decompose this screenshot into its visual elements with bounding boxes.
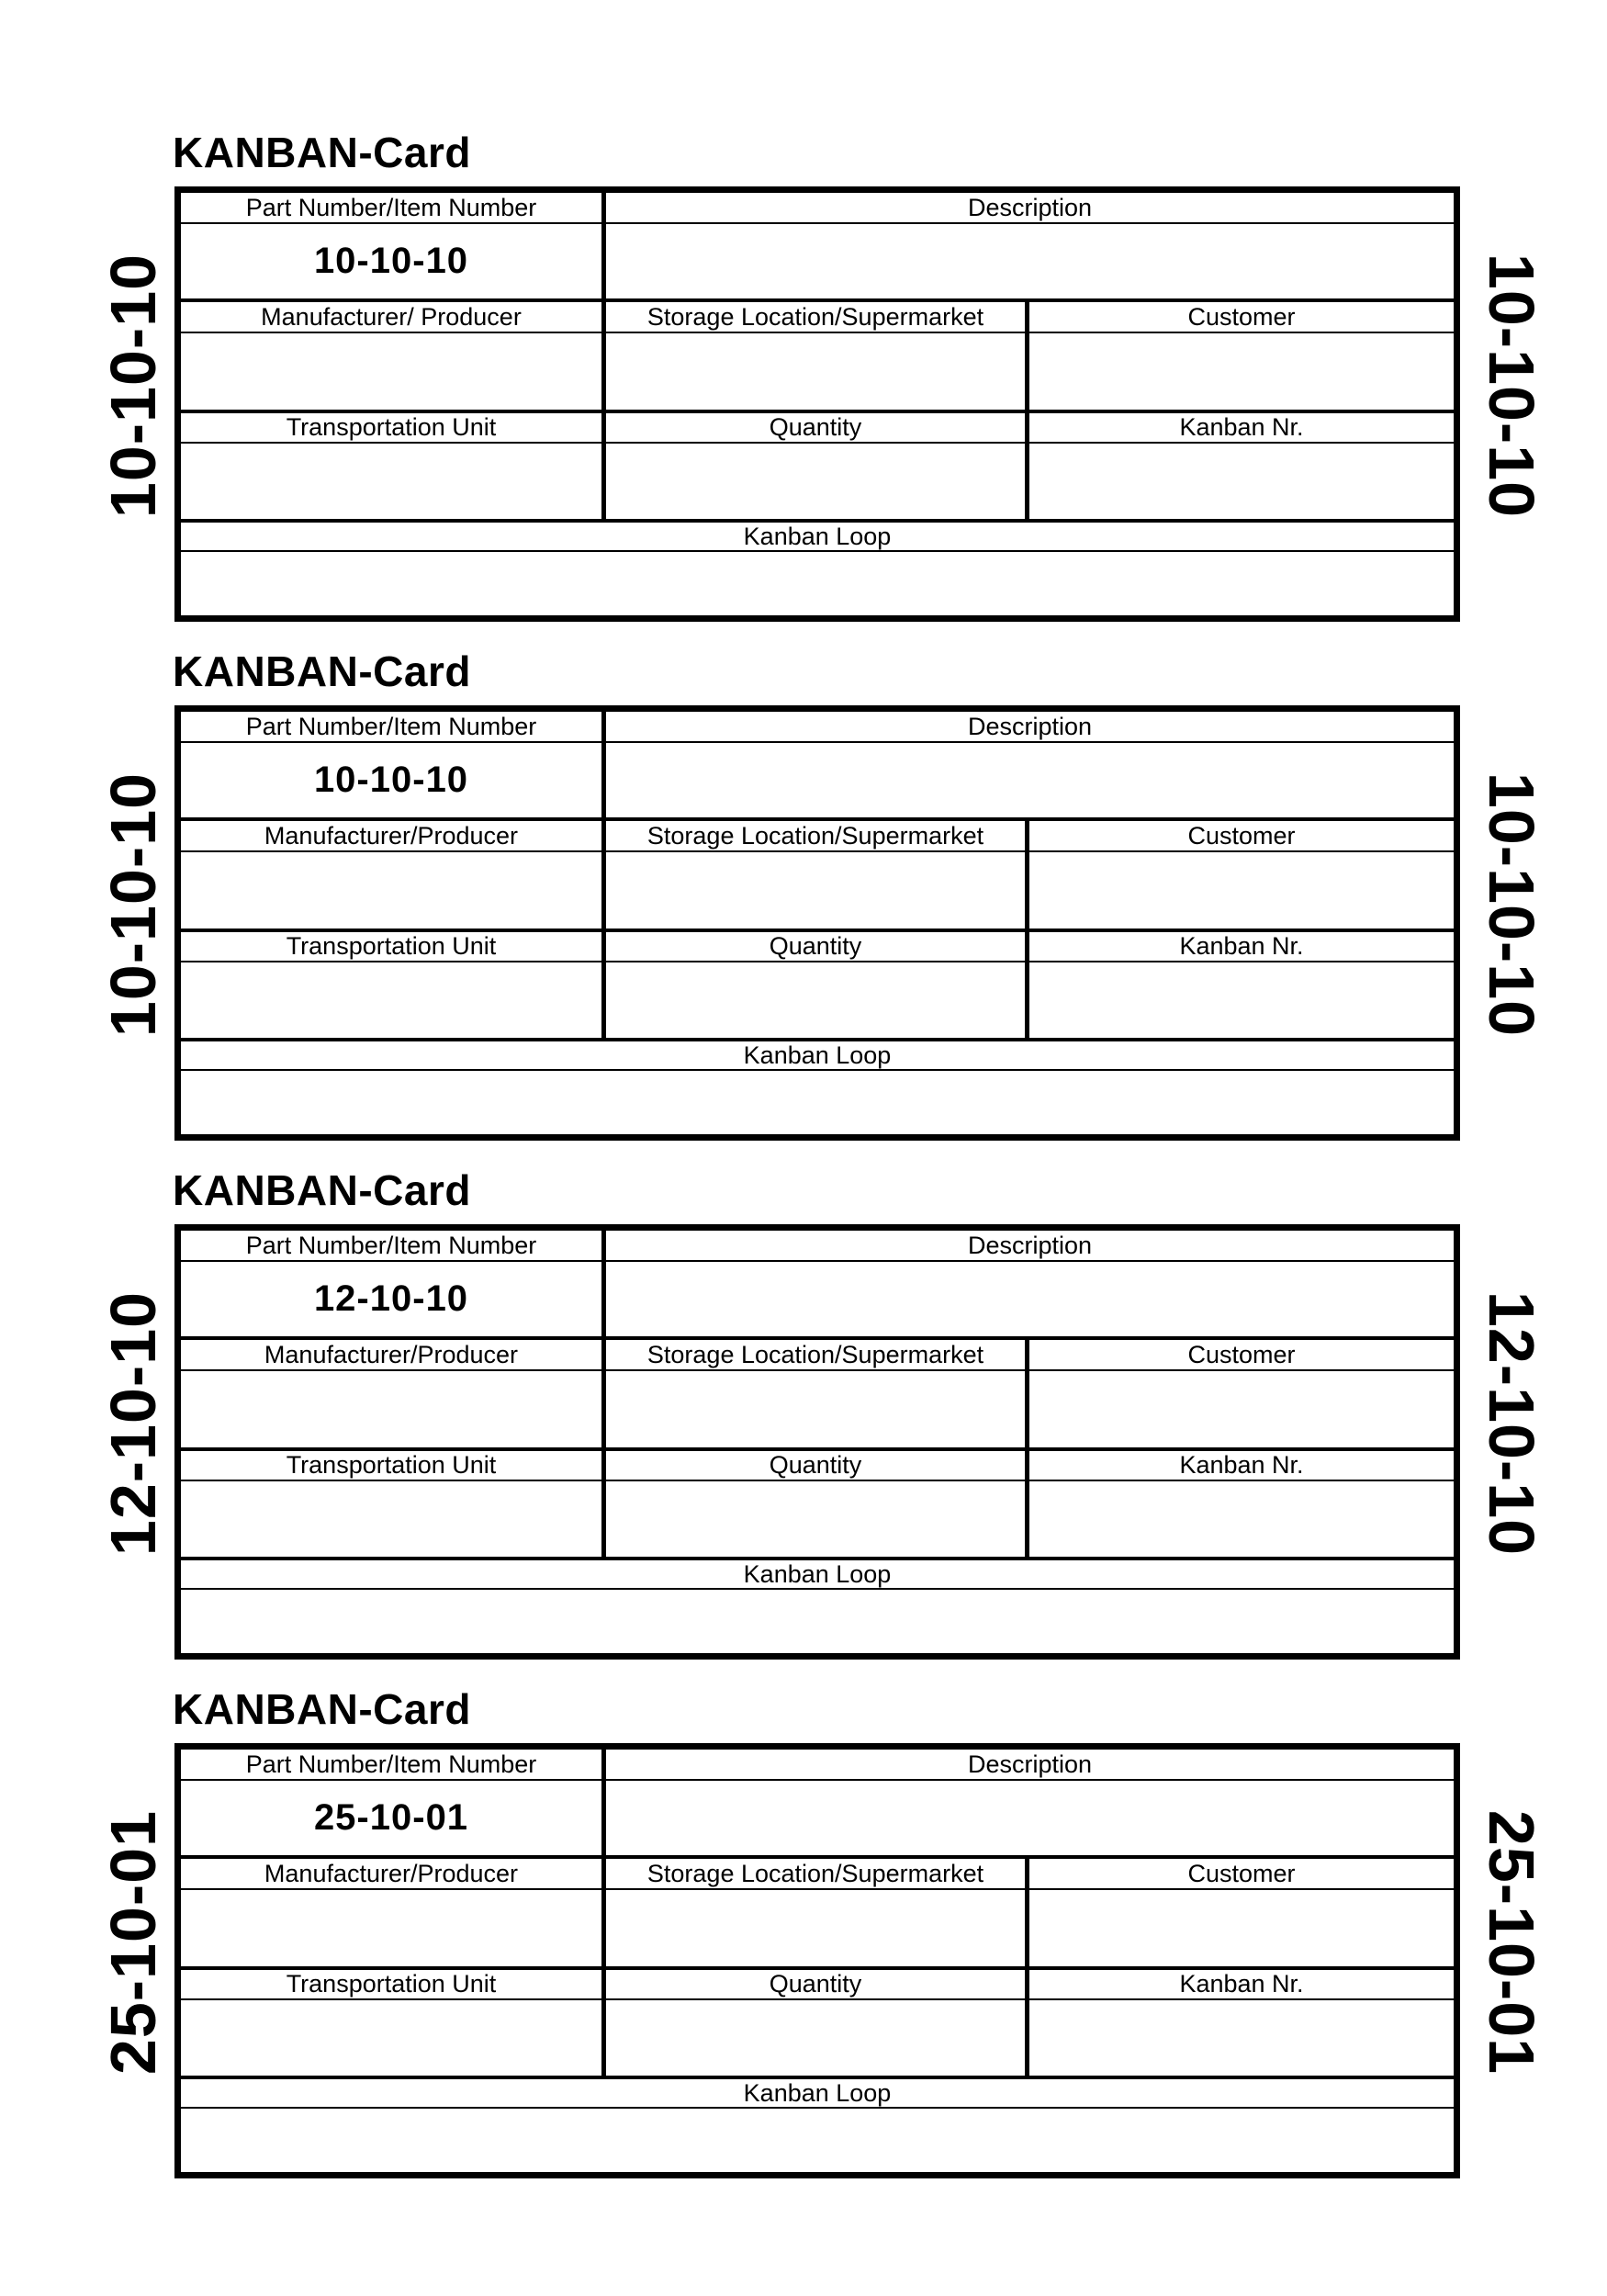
transportation-unit-field: [181, 2000, 606, 2079]
kanban-nr-header: Kanban Nr.: [1029, 1451, 1454, 1481]
transportation-unit-header: Transportation Unit: [181, 1451, 606, 1481]
description-header: Description: [606, 193, 1454, 224]
kanban-loop-header: Kanban Loop: [181, 1041, 1454, 1071]
customer-field: [1029, 852, 1454, 932]
manufacturer-header: Manufacturer/Producer: [181, 1340, 606, 1371]
kanban-nr-field: [1029, 962, 1454, 1041]
customer-header: Customer: [1029, 302, 1454, 333]
description-field: [606, 1262, 1454, 1340]
kanban-card-table: [174, 705, 1460, 1141]
storage-location-field: [606, 852, 1029, 932]
side-label-right: 10-10-10: [1476, 771, 1547, 1038]
storage-location-header: Storage Location/Supermarket: [606, 1340, 1029, 1371]
storage-location-field: [606, 333, 1029, 413]
part-number-header: Part Number/Item Number: [181, 193, 606, 224]
kanban-loop-field: [181, 552, 1454, 615]
part-number-header: Part Number/Item Number: [181, 712, 606, 743]
customer-field: [1029, 333, 1454, 413]
manufacturer-header: Manufacturer/Producer: [181, 821, 606, 852]
storage-location-header: Storage Location/Supermarket: [606, 821, 1029, 852]
kanban-nr-field: [1029, 444, 1454, 523]
kanban-card: [0, 127, 1607, 646]
kanban-loop-header: Kanban Loop: [181, 1560, 1454, 1590]
part-number-value: 10-10-10: [181, 743, 606, 821]
customer-header: Customer: [1029, 1340, 1454, 1371]
side-label-right: 12-10-10: [1476, 1290, 1547, 1557]
transportation-unit-field: [181, 1481, 606, 1560]
manufacturer-header: Manufacturer/ Producer: [181, 302, 606, 333]
quantity-field: [606, 1481, 1029, 1560]
kanban-card: [0, 1165, 1607, 1683]
description-field: [606, 1781, 1454, 1859]
manufacturer-header: Manufacturer/Producer: [181, 1859, 606, 1890]
transportation-unit-header: Transportation Unit: [181, 932, 606, 962]
kanban-loop-header: Kanban Loop: [181, 523, 1454, 552]
side-label-left: 10-10-10: [97, 253, 169, 519]
card-title: KANBAN-Card: [173, 1166, 471, 1214]
kanban-card-table: [174, 1224, 1460, 1660]
transportation-unit-header: Transportation Unit: [181, 1970, 606, 2000]
card-title: KANBAN-Card: [173, 129, 471, 176]
storage-location-header: Storage Location/Supermarket: [606, 1859, 1029, 1890]
manufacturer-field: [181, 333, 606, 413]
part-number-value: 10-10-10: [181, 224, 606, 302]
description-field: [606, 224, 1454, 302]
description-header: Description: [606, 1231, 1454, 1262]
side-label-right: 25-10-01: [1476, 1809, 1547, 2076]
manufacturer-field: [181, 1890, 606, 1970]
quantity-header: Quantity: [606, 932, 1029, 962]
kanban-card-table: [174, 1743, 1460, 2178]
card-title: KANBAN-Card: [173, 647, 471, 695]
part-number-header: Part Number/Item Number: [181, 1231, 606, 1262]
description-header: Description: [606, 712, 1454, 743]
quantity-header: Quantity: [606, 1451, 1029, 1481]
kanban-card: [0, 646, 1607, 1165]
side-label-left: 10-10-10: [97, 771, 169, 1038]
kanban-nr-field: [1029, 2000, 1454, 2079]
storage-location-field: [606, 1371, 1029, 1451]
transportation-unit-field: [181, 444, 606, 523]
description-header: Description: [606, 1750, 1454, 1781]
kanban-nr-header: Kanban Nr.: [1029, 1970, 1454, 2000]
manufacturer-field: [181, 1371, 606, 1451]
transportation-unit-field: [181, 962, 606, 1041]
quantity-header: Quantity: [606, 1970, 1029, 2000]
part-number-value: 25-10-01: [181, 1781, 606, 1859]
kanban-nr-header: Kanban Nr.: [1029, 413, 1454, 444]
side-label-right: 10-10-10: [1476, 253, 1547, 519]
part-number-header: Part Number/Item Number: [181, 1750, 606, 1781]
side-label-left: 25-10-01: [97, 1809, 169, 2076]
kanban-nr-field: [1029, 1481, 1454, 1560]
side-label-left: 12-10-10: [97, 1290, 169, 1557]
part-number-value: 12-10-10: [181, 1262, 606, 1340]
quantity-field: [606, 444, 1029, 523]
customer-header: Customer: [1029, 1859, 1454, 1890]
kanban-nr-header: Kanban Nr.: [1029, 932, 1454, 962]
quantity-field: [606, 2000, 1029, 2079]
quantity-field: [606, 962, 1029, 1041]
kanban-loop-field: [181, 1590, 1454, 1653]
kanban-loop-field: [181, 1071, 1454, 1134]
customer-field: [1029, 1890, 1454, 1970]
kanban-loop-field: [181, 2109, 1454, 2172]
kanban-loop-header: Kanban Loop: [181, 2079, 1454, 2109]
transportation-unit-header: Transportation Unit: [181, 413, 606, 444]
card-title: KANBAN-Card: [173, 1685, 471, 1733]
storage-location-header: Storage Location/Supermarket: [606, 302, 1029, 333]
manufacturer-field: [181, 852, 606, 932]
storage-location-field: [606, 1890, 1029, 1970]
kanban-card: [0, 1683, 1607, 2202]
quantity-header: Quantity: [606, 413, 1029, 444]
customer-header: Customer: [1029, 821, 1454, 852]
kanban-card-table: [174, 186, 1460, 622]
customer-field: [1029, 1371, 1454, 1451]
description-field: [606, 743, 1454, 821]
